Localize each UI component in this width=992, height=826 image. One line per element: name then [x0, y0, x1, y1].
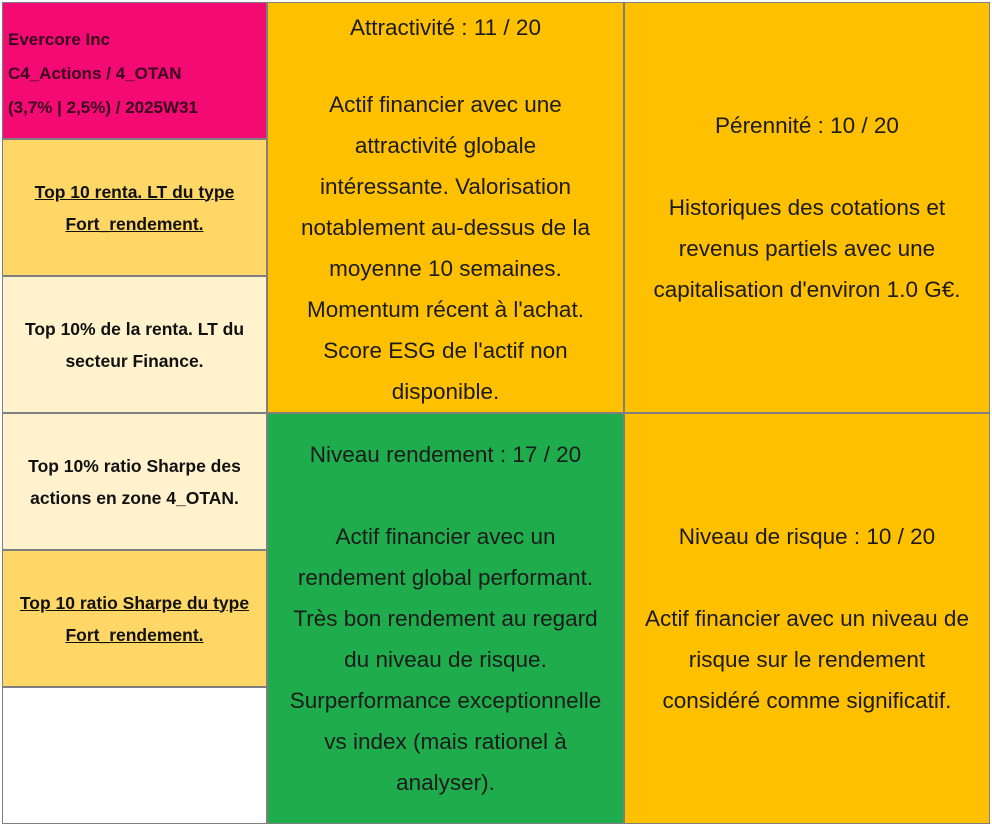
score-perennite-title: Pérennité : 10 / 20	[715, 113, 899, 138]
score-rendement-title: Niveau rendement : 17 / 20	[309, 442, 582, 467]
badge-top10-sharpe-type-label: Top 10 ratio Sharpe du type Fort_rendement.	[19, 592, 250, 645]
company-name: Evercore Inc	[8, 30, 111, 49]
score-risque-body: Actif financier avec un niveau de risque sur le rendement considéré comme significatif.	[645, 606, 969, 713]
badge-top10pct-sharpe-zone	[2, 413, 267, 550]
score-risque	[624, 413, 990, 824]
badge-top10-renta-type-label: Top 10 renta. LT du type Fort_rendement.	[34, 181, 235, 234]
badge-top10pct-renta-sector-label: Top 10% de la renta. LT du secteur Finance.	[24, 318, 245, 371]
badge-top10pct-renta-sector	[2, 276, 267, 413]
score-risque-title: Niveau de risque : 10 / 20	[678, 524, 936, 549]
asset-stats: (3,7% | 2,5%) / 2025W31	[8, 98, 198, 117]
score-perennite-body: Historiques des cotations et revenus partiels avec une capitalisation d'environ 1.0 G€.	[653, 195, 961, 302]
score-rendement-body: Actif financier avec un rendement global performant. Très bon rendement au regard du niveau de risque. Surperformance exceptionnelle vs index (mais rationel à analyser).	[289, 524, 602, 795]
badge-top10pct-sharpe-zone-label: Top 10% ratio Sharpe des actions en zone 4_OTAN.	[28, 455, 241, 508]
score-rendement	[267, 413, 624, 824]
score-perennite	[624, 2, 990, 413]
score-attractivite-body: Actif financier avec une attractivité globale intéressante. Valorisation notablement au-dessus de la moyenne 10 semaines. Momentum récent à l'achat. Score ESG de l'actif non disponible.	[301, 92, 590, 404]
asset-category: C4_Actions / 4_OTAN	[8, 64, 182, 83]
badge-top10-renta-type	[2, 139, 267, 276]
score-attractivite-title: Attractivité : 11 / 20	[350, 15, 541, 40]
empty-cell	[2, 687, 267, 824]
score-attractivite	[267, 2, 624, 413]
asset-header-cell	[2, 2, 267, 139]
badge-top10-sharpe-type	[2, 550, 267, 687]
